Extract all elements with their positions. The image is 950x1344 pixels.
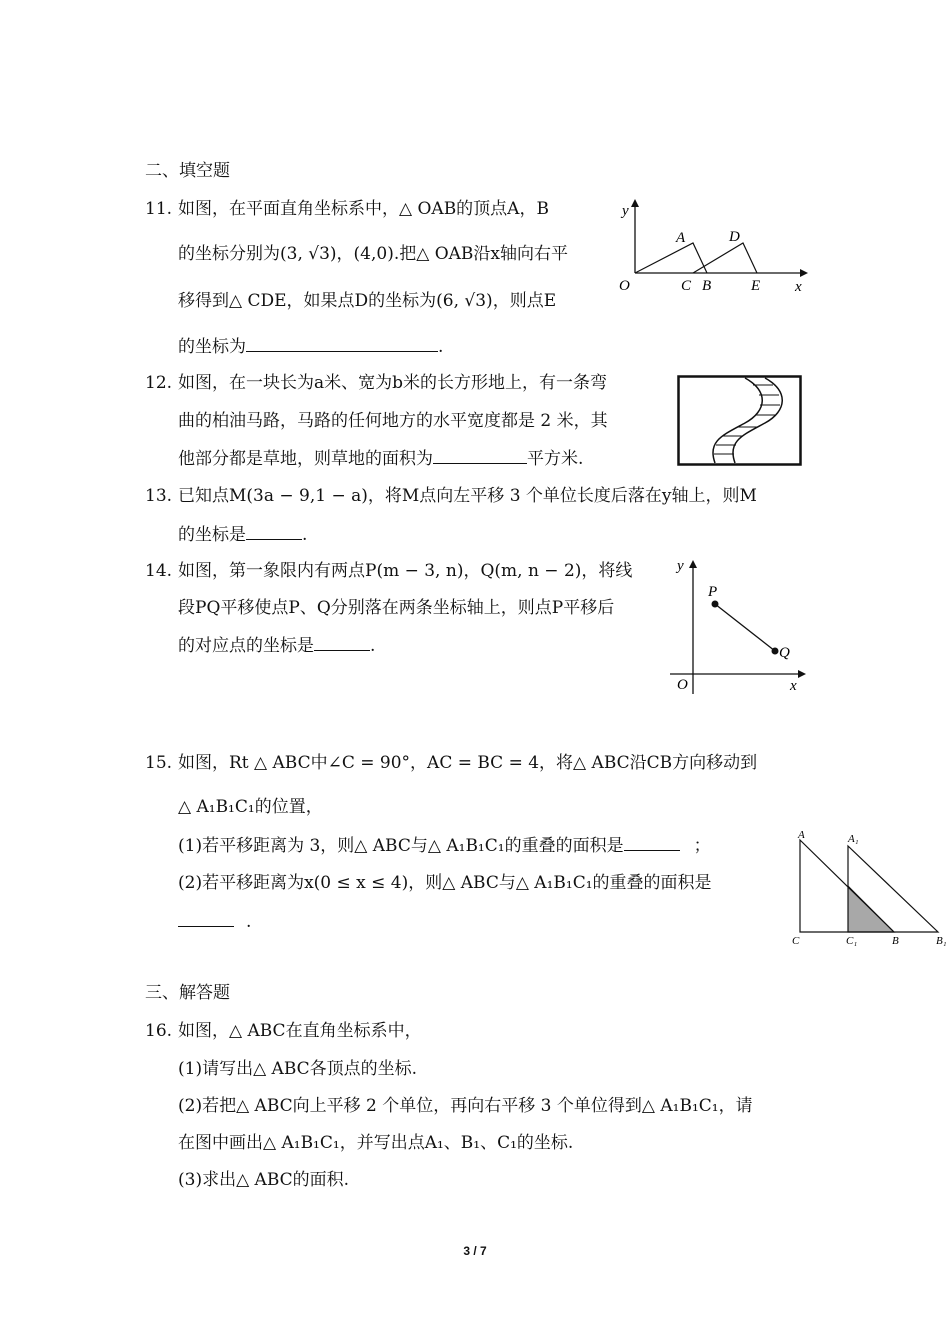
q11-label-o: O	[619, 278, 630, 294]
q11-line3: 移得到△ CDE，如果点D的坐标为(6, √3)，则点E	[178, 291, 557, 311]
q11-label-x: x	[795, 279, 802, 295]
q14-answer-blank[interactable]	[314, 634, 370, 651]
q12-line3-end: 平方米.	[527, 449, 584, 469]
q11-line4	[178, 335, 443, 358]
q15-line3-text: (1)若平移距离为 3，则△ ABC与△ A₁B₁C₁的重叠的面积是	[178, 836, 624, 856]
section-title-answer: 三、解答题	[145, 983, 230, 1003]
q11-label-b: B	[702, 278, 712, 294]
q14-segment-pq	[715, 604, 775, 651]
q13-line2-text: 的坐标是	[178, 525, 246, 545]
q15-label-a: A	[798, 829, 805, 841]
q11-x-arrow-icon	[800, 269, 808, 277]
q11-triangle-oab	[635, 243, 707, 273]
q15-label-a1: A₁	[848, 833, 859, 845]
q13-line2-end: .	[302, 525, 308, 545]
q15-line1: 如图，Rt △ ABC中∠C = 90°，AC = BC = 4，将△ ABC沿CB方向移动到	[178, 753, 758, 773]
q14-figure	[670, 556, 810, 696]
q11-line2: 的坐标分别为(3, √3)，(4,0).把△ OAB沿x轴向右平	[178, 244, 569, 264]
q11-line4-text: 的坐标为	[178, 337, 246, 357]
q11-triangle-cde	[693, 243, 757, 273]
q11-line1: 如图，在平面直角坐标系中，△ OAB的顶点A，B	[178, 199, 549, 219]
q12-figure	[677, 375, 802, 467]
q11-label-d: D	[729, 229, 740, 245]
q11-figure	[605, 195, 810, 300]
q14-line3-end: .	[370, 636, 376, 656]
q15-label-b1: B₁	[936, 935, 947, 947]
q16-line5: (3)求出△ ABC的面积.	[178, 1170, 350, 1190]
q14-point-q	[772, 648, 779, 655]
q14-line1: 如图，第一象限内有两点P(m − 3, n)，Q(m, n − 2)，将线	[178, 561, 633, 581]
q11-y-arrow-icon	[631, 199, 639, 207]
q16-line3: (2)若把△ ABC向上平移 2 个单位，再向右平移 3 个单位得到△ A₁B₁C₁，请	[178, 1096, 753, 1116]
q14-y-arrow-icon	[689, 560, 697, 568]
q14-number: 14.	[145, 561, 173, 581]
q12-line3	[178, 447, 583, 470]
q15-label-c: C	[792, 935, 800, 947]
q12-line3-text: 他部分都是草地，则草地的面积为	[178, 449, 433, 469]
q16-line2: (1)请写出△ ABC各顶点的坐标.	[178, 1059, 418, 1079]
q16-line1: 如图，△ ABC在直角坐标系中，	[178, 1021, 422, 1041]
q15-answer-blank-2[interactable]	[178, 910, 234, 927]
q14-line3-text: 的对应点的坐标是	[178, 636, 314, 656]
q15-line3-end: ；	[693, 836, 711, 856]
q12-rectangle-field	[679, 377, 801, 465]
q15-line5	[178, 910, 251, 933]
q14-x-arrow-icon	[798, 670, 806, 678]
q14-label-x: x	[790, 678, 797, 694]
q11-answer-blank[interactable]	[246, 335, 438, 352]
q13-line2	[178, 523, 307, 546]
q15-answer-blank-1[interactable]	[624, 834, 680, 851]
page-number: 3 / 7	[463, 1244, 487, 1258]
q16-number: 16.	[145, 1021, 173, 1041]
q13-line1: 已知点M(3a − 9,1 − a)，将M点向左平移 3 个单位长度后落在y轴上，则M	[178, 486, 757, 506]
q11-line4-end: .	[438, 337, 444, 357]
q14-line3	[178, 634, 375, 657]
q14-label-p: P	[708, 584, 718, 600]
q16-line4: 在图中画出△ A₁B₁C₁，并写出点A₁、B₁、C₁的坐标.	[178, 1133, 574, 1153]
q11-label-a: A	[676, 230, 686, 246]
q14-label-o: O	[677, 677, 688, 693]
q11-label-c: C	[681, 278, 692, 294]
section-title-fill-blank: 二、填空题	[145, 161, 230, 181]
q12-line1: 如图，在一块长为a米、宽为b米的长方形地上，有一条弯	[178, 373, 608, 393]
q15-label-b: B	[892, 935, 899, 947]
q12-number: 12.	[145, 373, 173, 393]
q12-road-left-edge	[713, 378, 762, 463]
q12-line2: 曲的柏油马路，马路的任何地方的水平宽度都是 2 米，其	[178, 411, 608, 431]
q15-line3	[178, 834, 711, 857]
q14-line2: 段PQ平移使点P、Q分别落在两条坐标轴上，则点P平移后	[178, 598, 615, 618]
q13-number: 13.	[145, 486, 173, 506]
q14-label-y: y	[677, 558, 684, 574]
q12-road-right-edge	[733, 378, 782, 463]
q14-label-q: Q	[779, 645, 790, 661]
q15-label-c1: C₁	[846, 935, 858, 947]
q11-number: 11.	[145, 199, 173, 219]
q15-line2: △ A₁B₁C₁的位置，	[178, 797, 323, 817]
q15-line5-end: .	[246, 912, 252, 932]
q12-answer-blank[interactable]	[433, 447, 527, 464]
q15-figure	[790, 826, 948, 950]
q15-triangle-abc	[800, 840, 894, 932]
q13-answer-blank[interactable]	[246, 523, 302, 540]
q15-number: 15.	[145, 753, 173, 773]
q11-label-y: y	[622, 203, 629, 219]
q11-label-e: E	[751, 278, 761, 294]
q14-point-p	[712, 601, 719, 608]
q15-line4: (2)若平移距离为x(0 ≤ x ≤ 4)，则△ ABC与△ A₁B₁C₁的重叠的面积是	[178, 873, 712, 893]
